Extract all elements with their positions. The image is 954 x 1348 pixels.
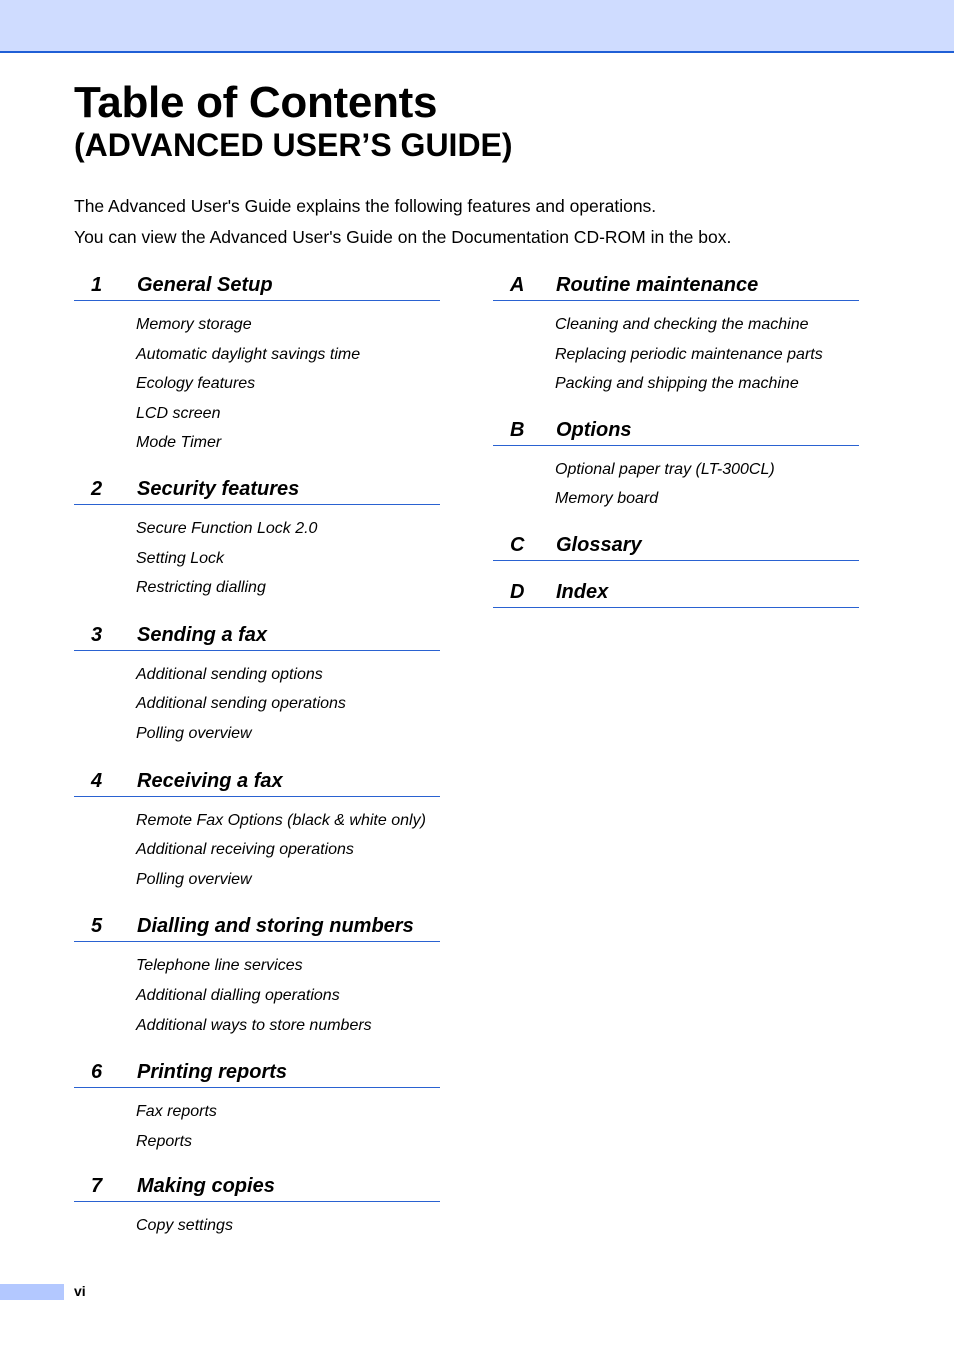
page-subtitle: (ADVANCED USER’S GUIDE): [74, 127, 513, 163]
section-heading[interactable]: [493, 270, 859, 301]
section-title: Receiving a fax: [137, 769, 283, 792]
section-items: [74, 797, 440, 895]
toc-entry[interactable]: Cleaning and checking the machine: [555, 316, 809, 333]
section-items: [74, 301, 440, 458]
toc-entry[interactable]: Reports: [136, 1132, 193, 1150]
toc-right-column: [493, 270, 859, 608]
section-title: General Setup: [137, 274, 273, 296]
toc-entry[interactable]: Mode Timer: [136, 434, 222, 452]
section-title: Security features: [137, 477, 300, 500]
section-number: 6: [91, 1061, 103, 1084]
toc-section: [493, 530, 859, 561]
section-heading[interactable]: [493, 530, 859, 561]
toc-entry[interactable]: Copy settings: [136, 1217, 233, 1235]
toc-entry[interactable]: Ecology features: [136, 375, 256, 393]
section-heading[interactable]: [493, 415, 859, 446]
section-items: [74, 942, 440, 1040]
toc-entry[interactable]: Optional paper tray (LT-300CL): [555, 460, 775, 478]
section-heading[interactable]: [493, 577, 859, 608]
toc-entry[interactable]: Polling overview: [136, 724, 252, 742]
section-items: [493, 301, 859, 399]
section-heading[interactable]: [74, 1171, 440, 1202]
section-heading[interactable]: [74, 270, 440, 301]
section-number: 2: [91, 477, 103, 500]
toc-section: [493, 415, 859, 514]
toc-entry[interactable]: Packing and shipping the machine: [555, 375, 799, 393]
section-number: D: [510, 580, 525, 603]
section-items: [74, 1202, 440, 1241]
section-number: 4: [91, 769, 103, 792]
section-title: Options: [556, 418, 632, 441]
toc-entry[interactable]: Restricting dialling: [136, 579, 266, 597]
section-title: Printing reports: [137, 1061, 288, 1084]
toc-section: [493, 270, 859, 399]
toc-section: [74, 474, 440, 603]
toc-section: [74, 1171, 440, 1241]
section-heading[interactable]: [74, 1057, 440, 1088]
toc-entry[interactable]: Setting Lock: [136, 549, 225, 567]
toc-section: [74, 620, 440, 749]
section-title: Making copies: [137, 1175, 275, 1198]
toc-section: [74, 911, 440, 1040]
toc-section: [74, 766, 440, 895]
section-items: [493, 446, 859, 514]
toc-entry[interactable]: Additional ways to store numbers: [136, 1016, 372, 1034]
section-number: 7: [91, 1175, 103, 1198]
toc-entry[interactable]: Secure Function Lock 2.0: [136, 519, 318, 537]
section-number: A: [510, 274, 525, 296]
toc-section: [493, 577, 859, 608]
section-number: B: [510, 418, 525, 441]
toc-entry[interactable]: Replacing periodic maintenance parts: [555, 345, 823, 363]
toc-entry[interactable]: Fax reports: [136, 1103, 217, 1121]
toc-entry[interactable]: Remote Fax Options (black & white only): [136, 811, 426, 829]
section-heading[interactable]: [74, 474, 440, 505]
toc-section: [74, 270, 440, 458]
toc-entry[interactable]: Telephone line services: [136, 957, 303, 975]
section-title: Dialling and storing numbers: [137, 915, 414, 938]
footer-tab: [0, 1284, 64, 1300]
section-number: 5: [91, 915, 103, 938]
section-heading[interactable]: [74, 766, 440, 797]
intro-line-2: You can view the Advanced User's Guide on the Documentation CD-ROM in the box.: [74, 227, 732, 247]
section-heading[interactable]: [74, 620, 440, 651]
toc-entry[interactable]: Additional receiving operations: [136, 841, 354, 859]
page-number: vi: [74, 1283, 86, 1299]
section-items: [74, 505, 440, 603]
toc-entry[interactable]: Memory board: [555, 490, 659, 508]
intro-line-1: The Advanced User's Guide explains the following features and operations.: [74, 196, 657, 216]
section-number: C: [510, 533, 525, 556]
page-title: Table of Contents: [74, 78, 438, 127]
toc-entry[interactable]: Additional sending options: [136, 665, 323, 683]
section-heading[interactable]: [74, 911, 440, 942]
section-title: Routine maintenance: [556, 274, 759, 296]
section-items: [74, 651, 440, 749]
section-title: Glossary: [556, 533, 642, 556]
toc-section: [74, 1057, 440, 1156]
toc-entry[interactable]: Additional sending operations: [136, 695, 346, 713]
toc-entry[interactable]: Polling overview: [136, 870, 252, 888]
section-title: Index: [556, 580, 609, 603]
toc-entry[interactable]: LCD screen: [136, 404, 221, 422]
section-items: [74, 1088, 440, 1156]
header-band: [0, 0, 954, 53]
toc-entry[interactable]: Memory storage: [136, 316, 252, 333]
toc-entry[interactable]: Additional dialling operations: [136, 986, 340, 1004]
toc-entry[interactable]: Automatic daylight savings time: [136, 345, 361, 363]
section-title: Sending a fax: [137, 623, 268, 646]
section-number: 1: [91, 274, 103, 296]
toc-left-column: [74, 270, 440, 1241]
section-number: 3: [91, 623, 103, 646]
